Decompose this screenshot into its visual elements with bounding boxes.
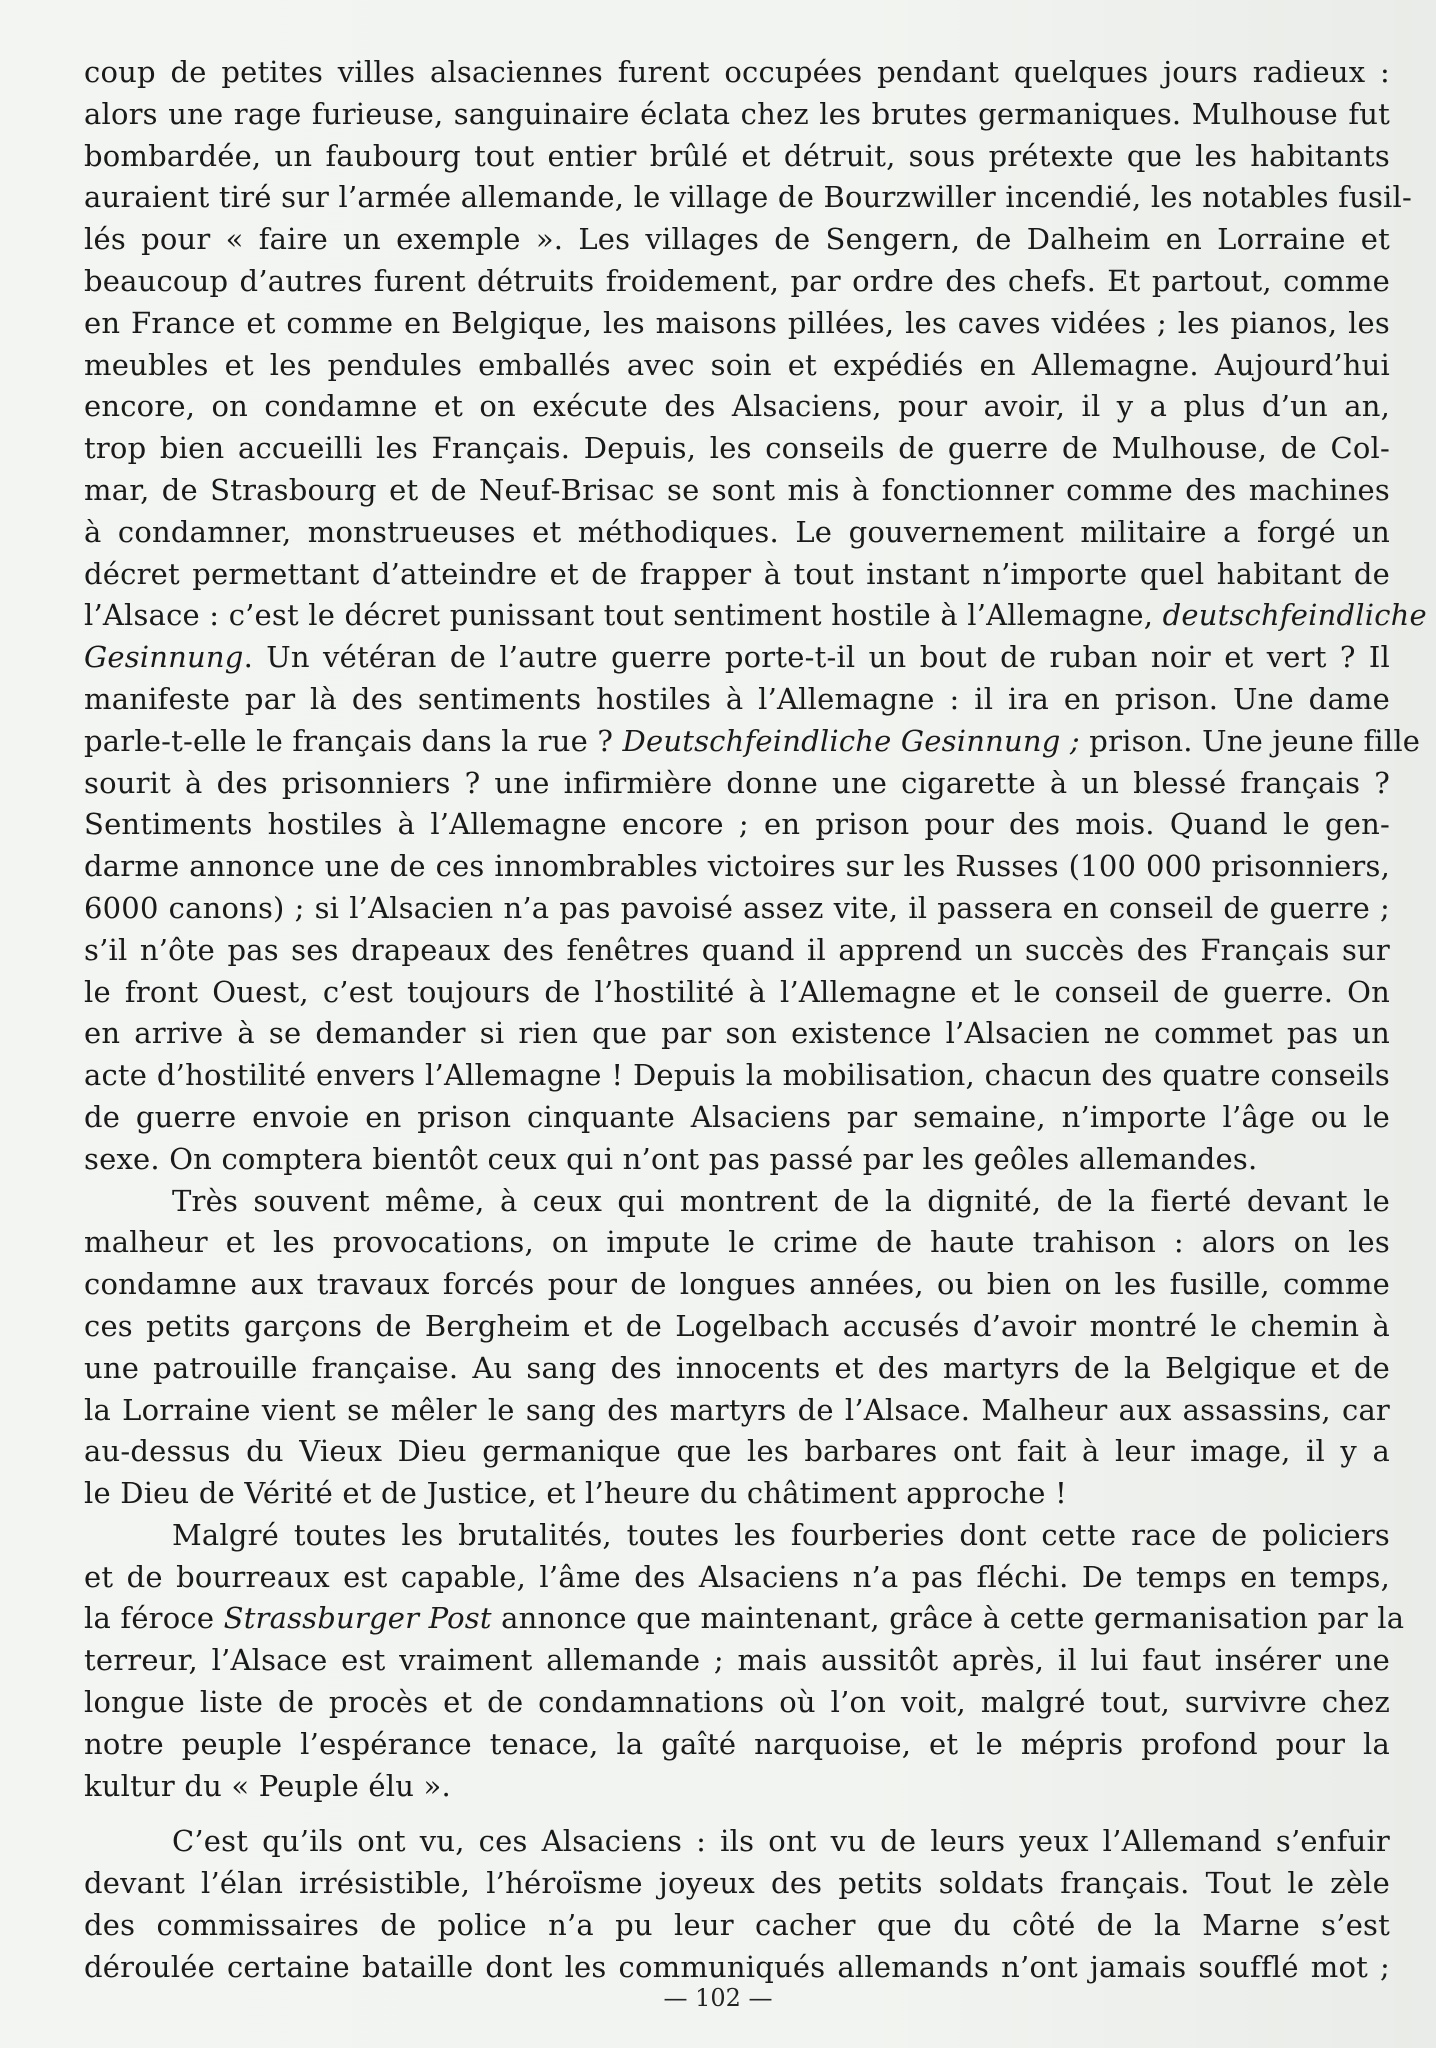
text-run: des commissaires de police n’a pu leur cacher que du côté de la Marne s’est bbox=[84, 1908, 1390, 1943]
text-run: la féroce bbox=[84, 1601, 224, 1636]
text-run: darme annonce une de ces innombrables victoires sur les Russes (100 000 prisonniers, bbox=[84, 849, 1390, 884]
text-run: annonce que maintenant, grâce à cette germanisation par la bbox=[491, 1601, 1405, 1636]
italic-text: deutschfeindliche bbox=[1162, 598, 1427, 633]
text-line bbox=[84, 1682, 1390, 1724]
text-line bbox=[84, 1821, 1390, 1863]
text-line bbox=[84, 1097, 1390, 1139]
text-run: malheur et les provocations, on impute le crime de haute trahison : alors on les bbox=[84, 1225, 1390, 1260]
text-run: . Un vétéran de l’autre guerre porte-t-il un bout de ruban noir et vert ? Il bbox=[243, 640, 1390, 675]
text-run: notre peuple l’espérance tenace, la gaîté narquoise, et le mépris profond pour la bbox=[84, 1726, 1390, 1761]
text-line bbox=[84, 1598, 1405, 1640]
page-number: — 102 — bbox=[663, 1984, 773, 2012]
body-text bbox=[84, 52, 1427, 1989]
text-run: trop bien accueilli les Français. Depuis, les conseils de guerre de Mulhouse, de Col- bbox=[84, 431, 1390, 466]
text-line bbox=[84, 679, 1390, 721]
text-line bbox=[84, 1947, 1390, 1989]
text-line bbox=[84, 637, 1390, 679]
text-line bbox=[84, 261, 1390, 303]
text-line bbox=[84, 386, 1390, 428]
text-line bbox=[84, 846, 1390, 888]
text-run: alors une rage furieuse, sanguinaire éclata chez les brutes germaniques. Mulhouse fut bbox=[84, 96, 1390, 131]
text-run: l’Alsace : c’est le décret punissant tout sentiment hostile à l’Allemagne, bbox=[84, 598, 1163, 633]
text-run: de guerre envoie en prison cinquante Alsaciens par semaine, n’importe l’âge ou le bbox=[84, 1099, 1390, 1134]
text-run: en France et comme en Belgique, les maisons pillées, les caves vidées ; les pianos, les bbox=[84, 305, 1390, 340]
text-run: déroulée certaine bataille dont les communiqués allemands n’ont jamais soufflé mot ; bbox=[84, 1949, 1390, 1984]
text-run: ces petits garçons de Bergheim et de Logelbach accusés d’avoir montré le chemin à bbox=[84, 1308, 1390, 1343]
text-run: parle-t-elle le français dans la rue ? bbox=[84, 723, 623, 758]
text-run: prison. Une jeune fille bbox=[1079, 723, 1421, 758]
text-line bbox=[84, 1905, 1390, 1947]
text-run: une patrouille française. Au sang des innocents et des martyrs de la Belgique et de bbox=[84, 1350, 1390, 1385]
text-line bbox=[84, 52, 1390, 94]
text-line bbox=[84, 1222, 1390, 1264]
text-run: 6000 canons) ; si l’Alsacien n’a pas pavoisé assez vite, il passera en conseil de guerre ; bbox=[84, 890, 1390, 925]
text-run: beaucoup d’autres furent détruits froidement, par ordre des chefs. Et partout, comme bbox=[84, 263, 1390, 298]
text-run: meubles et les pendules emballés avec soin et expédiés en Allemagne. Aujourd’hui bbox=[84, 347, 1390, 382]
text-line bbox=[84, 303, 1390, 345]
text-line bbox=[84, 595, 1427, 637]
text-line bbox=[84, 888, 1390, 930]
text-line bbox=[84, 1473, 1390, 1515]
text-run: Très souvent même, à ceux qui montrent de la dignité, de la fierté devant le bbox=[172, 1183, 1390, 1218]
text-run: au-dessus du Vieux Dieu germanique que les barbares ont fait à leur image, il y a bbox=[84, 1434, 1390, 1469]
text-run: Sentiments hostiles à l’Allemagne encore ; en prison pour des mois. Quand le gen- bbox=[84, 807, 1390, 842]
text-run: bombardée, un faubourg tout entier brûlé et détruit, sous prétexte que les habitants bbox=[84, 138, 1390, 173]
text-line bbox=[84, 972, 1390, 1014]
text-run: C’est qu’ils ont vu, ces Alsaciens : ils ont vu de leurs yeux l’Allemand s’enfuir bbox=[172, 1824, 1390, 1859]
text-line bbox=[84, 1766, 1390, 1808]
text-run: la Lorraine vient se mêler le sang des martyrs de l’Alsace. Malheur aux assassins, car bbox=[84, 1392, 1390, 1427]
text-line bbox=[84, 930, 1390, 972]
text-line bbox=[84, 1724, 1390, 1766]
text-run: longue liste de procès et de condamnations où l’on voit, malgré tout, survivre chez bbox=[84, 1685, 1390, 1720]
text-run: lés pour « faire un exemple ». Les villages de Sengern, de Dalheim en Lorraine et bbox=[84, 222, 1390, 257]
text-run: condamne aux travaux forcés pour de longues années, ou bien on les fusille, comme bbox=[84, 1267, 1390, 1302]
text-line bbox=[84, 428, 1390, 470]
text-line bbox=[84, 1181, 1390, 1223]
text-run: encore, on condamne et on exécute des Alsaciens, pour avoir, il y a plus d’un an, bbox=[84, 389, 1390, 424]
text-line bbox=[84, 804, 1390, 846]
text-line bbox=[84, 177, 1412, 219]
text-run: mar, de Strasbourg et de Neuf-Brisac se sont mis à fonctionner comme des machines bbox=[84, 472, 1390, 507]
text-run: sourit à des prisonniers ? une infirmière donne une cigarette à un blessé français ? bbox=[84, 765, 1390, 800]
text-line bbox=[84, 512, 1390, 554]
text-run: et de bourreaux est capable, l’âme des Alsaciens n’a pas fléchi. De temps en temps, bbox=[84, 1559, 1390, 1594]
text-line bbox=[84, 345, 1390, 387]
text-line bbox=[84, 1139, 1390, 1181]
italic-text: Strassburger Post bbox=[223, 1601, 492, 1636]
text-run: devant l’élan irrésistible, l’héroïsme joyeux des petits soldats français. Tout le zèle bbox=[84, 1866, 1390, 1901]
text-line bbox=[84, 1557, 1390, 1599]
text-run: Malgré toutes les brutalités, toutes les fourberies dont cette race de policiers bbox=[172, 1517, 1390, 1552]
text-line bbox=[84, 1390, 1390, 1432]
text-run: sexe. On comptera bientôt ceux qui n’ont pas passé par les geôles allemandes. bbox=[84, 1141, 1258, 1176]
text-run: le Dieu de Vérité et de Justice, et l’heure du châtiment approche ! bbox=[84, 1476, 1067, 1511]
text-line bbox=[84, 1863, 1390, 1905]
text-line bbox=[84, 721, 1421, 763]
text-line bbox=[84, 1515, 1390, 1557]
text-line bbox=[84, 554, 1390, 596]
text-line bbox=[84, 1055, 1390, 1097]
text-line bbox=[84, 763, 1390, 805]
text-line bbox=[84, 1348, 1390, 1390]
text-run: coup de petites villes alsaciennes furent occupées pendant quelques jours radieux : bbox=[84, 55, 1390, 89]
text-line bbox=[84, 1013, 1390, 1055]
italic-text: Deutschfeindliche Gesinnung ; bbox=[622, 723, 1080, 758]
text-line bbox=[84, 219, 1390, 261]
text-line bbox=[84, 1264, 1390, 1306]
text-run: acte d’hostilité envers l’Allemagne ! Depuis la mobilisation, chacun des quatre conseils bbox=[84, 1058, 1390, 1093]
text-run: kultur du « Peuple élu ». bbox=[84, 1768, 451, 1803]
text-run: terreur, l’Alsace est vraiment allemande ; mais aussitôt après, il lui faut insérer une bbox=[84, 1643, 1390, 1678]
text-line bbox=[84, 470, 1390, 512]
text-run: décret permettant d’atteindre et de frapper à tout instant n’importe quel habitant de bbox=[84, 556, 1390, 591]
text-line bbox=[84, 1640, 1390, 1682]
text-run: manifeste par là des sentiments hostiles à l’Allemagne : il ira en prison. Une dame bbox=[84, 681, 1390, 716]
text-run: s’il n’ôte pas ses drapeaux des fenêtres quand il apprend un succès des Français sur bbox=[84, 932, 1390, 967]
text-run: à condamner, monstrueuses et méthodiques. Le gouvernement militaire a forgé un bbox=[84, 514, 1390, 549]
text-line bbox=[84, 1431, 1390, 1473]
text-line bbox=[84, 136, 1390, 178]
text-run: en arrive à se demander si rien que par son existence l’Alsacien ne commet pas un bbox=[84, 1016, 1390, 1051]
text-run: le front Ouest, c’est toujours de l’hostilité à l’Allemagne et le conseil de guerre. On bbox=[84, 974, 1390, 1009]
text-line bbox=[84, 94, 1390, 136]
text-run: auraient tiré sur l’armée allemande, le village de Bourzwiller incendié, les notables fusil- bbox=[84, 180, 1412, 215]
italic-text: Gesinnung bbox=[84, 640, 244, 675]
text-line bbox=[84, 1306, 1390, 1348]
